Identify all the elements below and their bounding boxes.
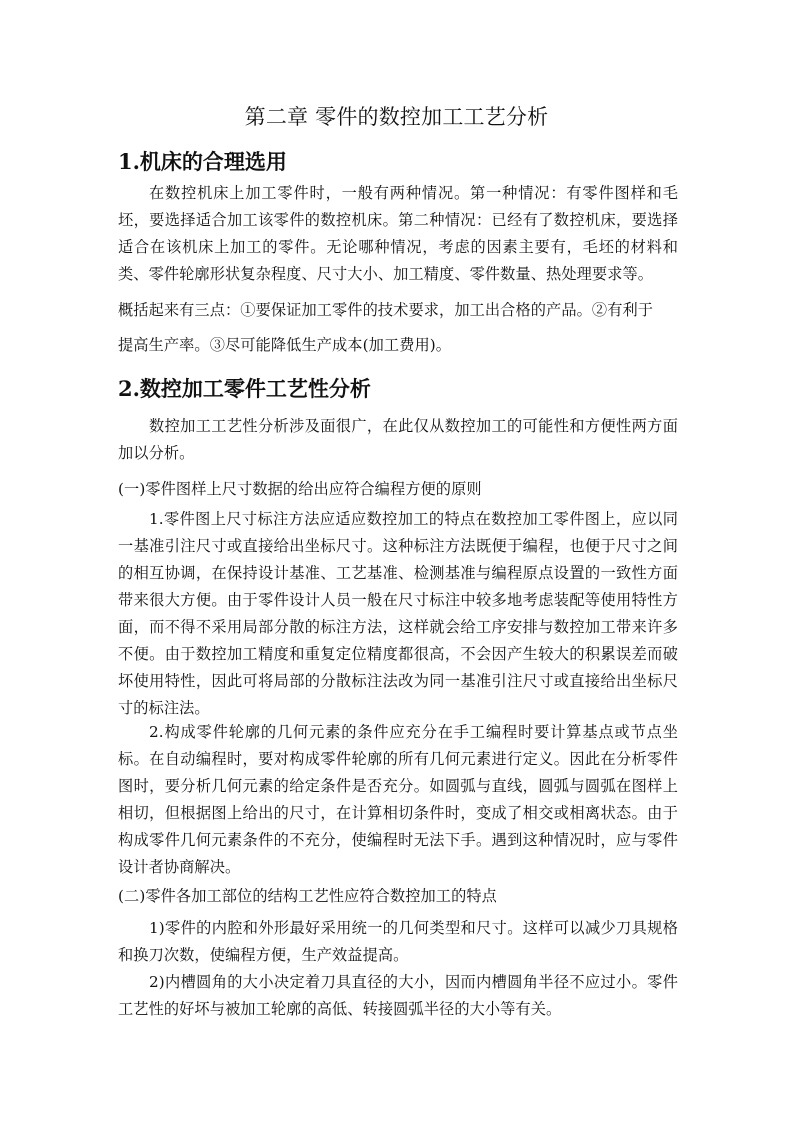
paragraph: 2.构成零件轮廓的几何元素的条件应充分在手工编程时要计算基点或节点坐标。在自动编程时，要对构成零件轮廓的所有几何元素进行定义。因此在分析零件图时，要分析几何元素的给定条件是否充分。如圆弧与直线，圆弧与圆弧在图样上相切，但根据图上给出的尺寸，在计算相切条件时，变成了相交或相离状态。由于构成零件几何元素条件的不充分，使编程时无法下手。遇到这种情况时，应与零件设计者协商解决。 xyxy=(118,723,678,876)
paragraph: 1)零件的内腔和外形最好采用统一的几何类型和尺寸。这样可以减少刀具规格和换刀次数，使编程方便，生产效益提高。 xyxy=(118,919,678,964)
paragraph: 概括起来有三点：①要保证加工零件的技术要求，加工出合格的产品。②有利于 xyxy=(118,301,654,319)
paragraph: 1.零件图上尺寸标注方法应适应数控加工的特点在数控加工零件图上，应以同一基准引注尺寸或直接给出坐标尺寸。这种标注方法既便于编程，也便于尺寸之间的相互协调，在保持设计基准、工艺基准、检测基准与编程原点设置的一致性方面带来很大方便。由于零件设计人员一般在尺寸标注中较多地考虑装配等使用特性方面，而不得不采用局部分散的标注方法，这样就会给工序安排与数控加工带来许多不便。由于数控加工精度和重复定位精度都很高，不会因产生较大的积累误差而破坏使用特性，因此可将局部的分散标注法改为同一基准引注尺寸或直接给出坐标尺寸的标注法。 xyxy=(118,510,678,717)
subsection-heading: (一)零件图样上尺寸数据的给出应符合编程方便的原则 xyxy=(118,480,482,498)
paragraph: 数控加工工艺性分析涉及面很广，在此仅从数控加工的可能性和方便性两方面加以分析。 xyxy=(118,417,678,462)
section-heading-1: 1.机床的合理选用 xyxy=(118,149,287,174)
chapter-title: 第二章 零件的数控加工工艺分析 xyxy=(244,105,549,129)
paragraph: 在数控机床上加工零件时，一般有两种情况。第一种情况：有零件图样和毛坯，要选择适合加工该零件的数控机床。第二种情况：已经有了数控机床，要选择适合在该机床上加工的零件。无论哪种情况，考虑的因素主要有，毛坯的材料和类、零件轮廓形状复杂程度、尺寸大小、加工精度、零件数量、热处理要求等。 xyxy=(118,184,678,283)
subsection-heading: (二)零件各加工部位的结构工艺性应符合数控加工的特点 xyxy=(118,887,497,905)
paragraph: 提高生产率。③尽可能降低生产成本(加工费用)。 xyxy=(118,336,452,354)
paragraph: 2)内槽圆角的大小决定着刀具直径的大小，因而内槽圆角半径不应过小。零件工艺性的好坏与被加工轮廓的高低、转接圆弧半径的大小等有关。 xyxy=(118,973,678,1018)
section-heading-2: 2.数控加工零件工艺性分析 xyxy=(118,376,371,401)
